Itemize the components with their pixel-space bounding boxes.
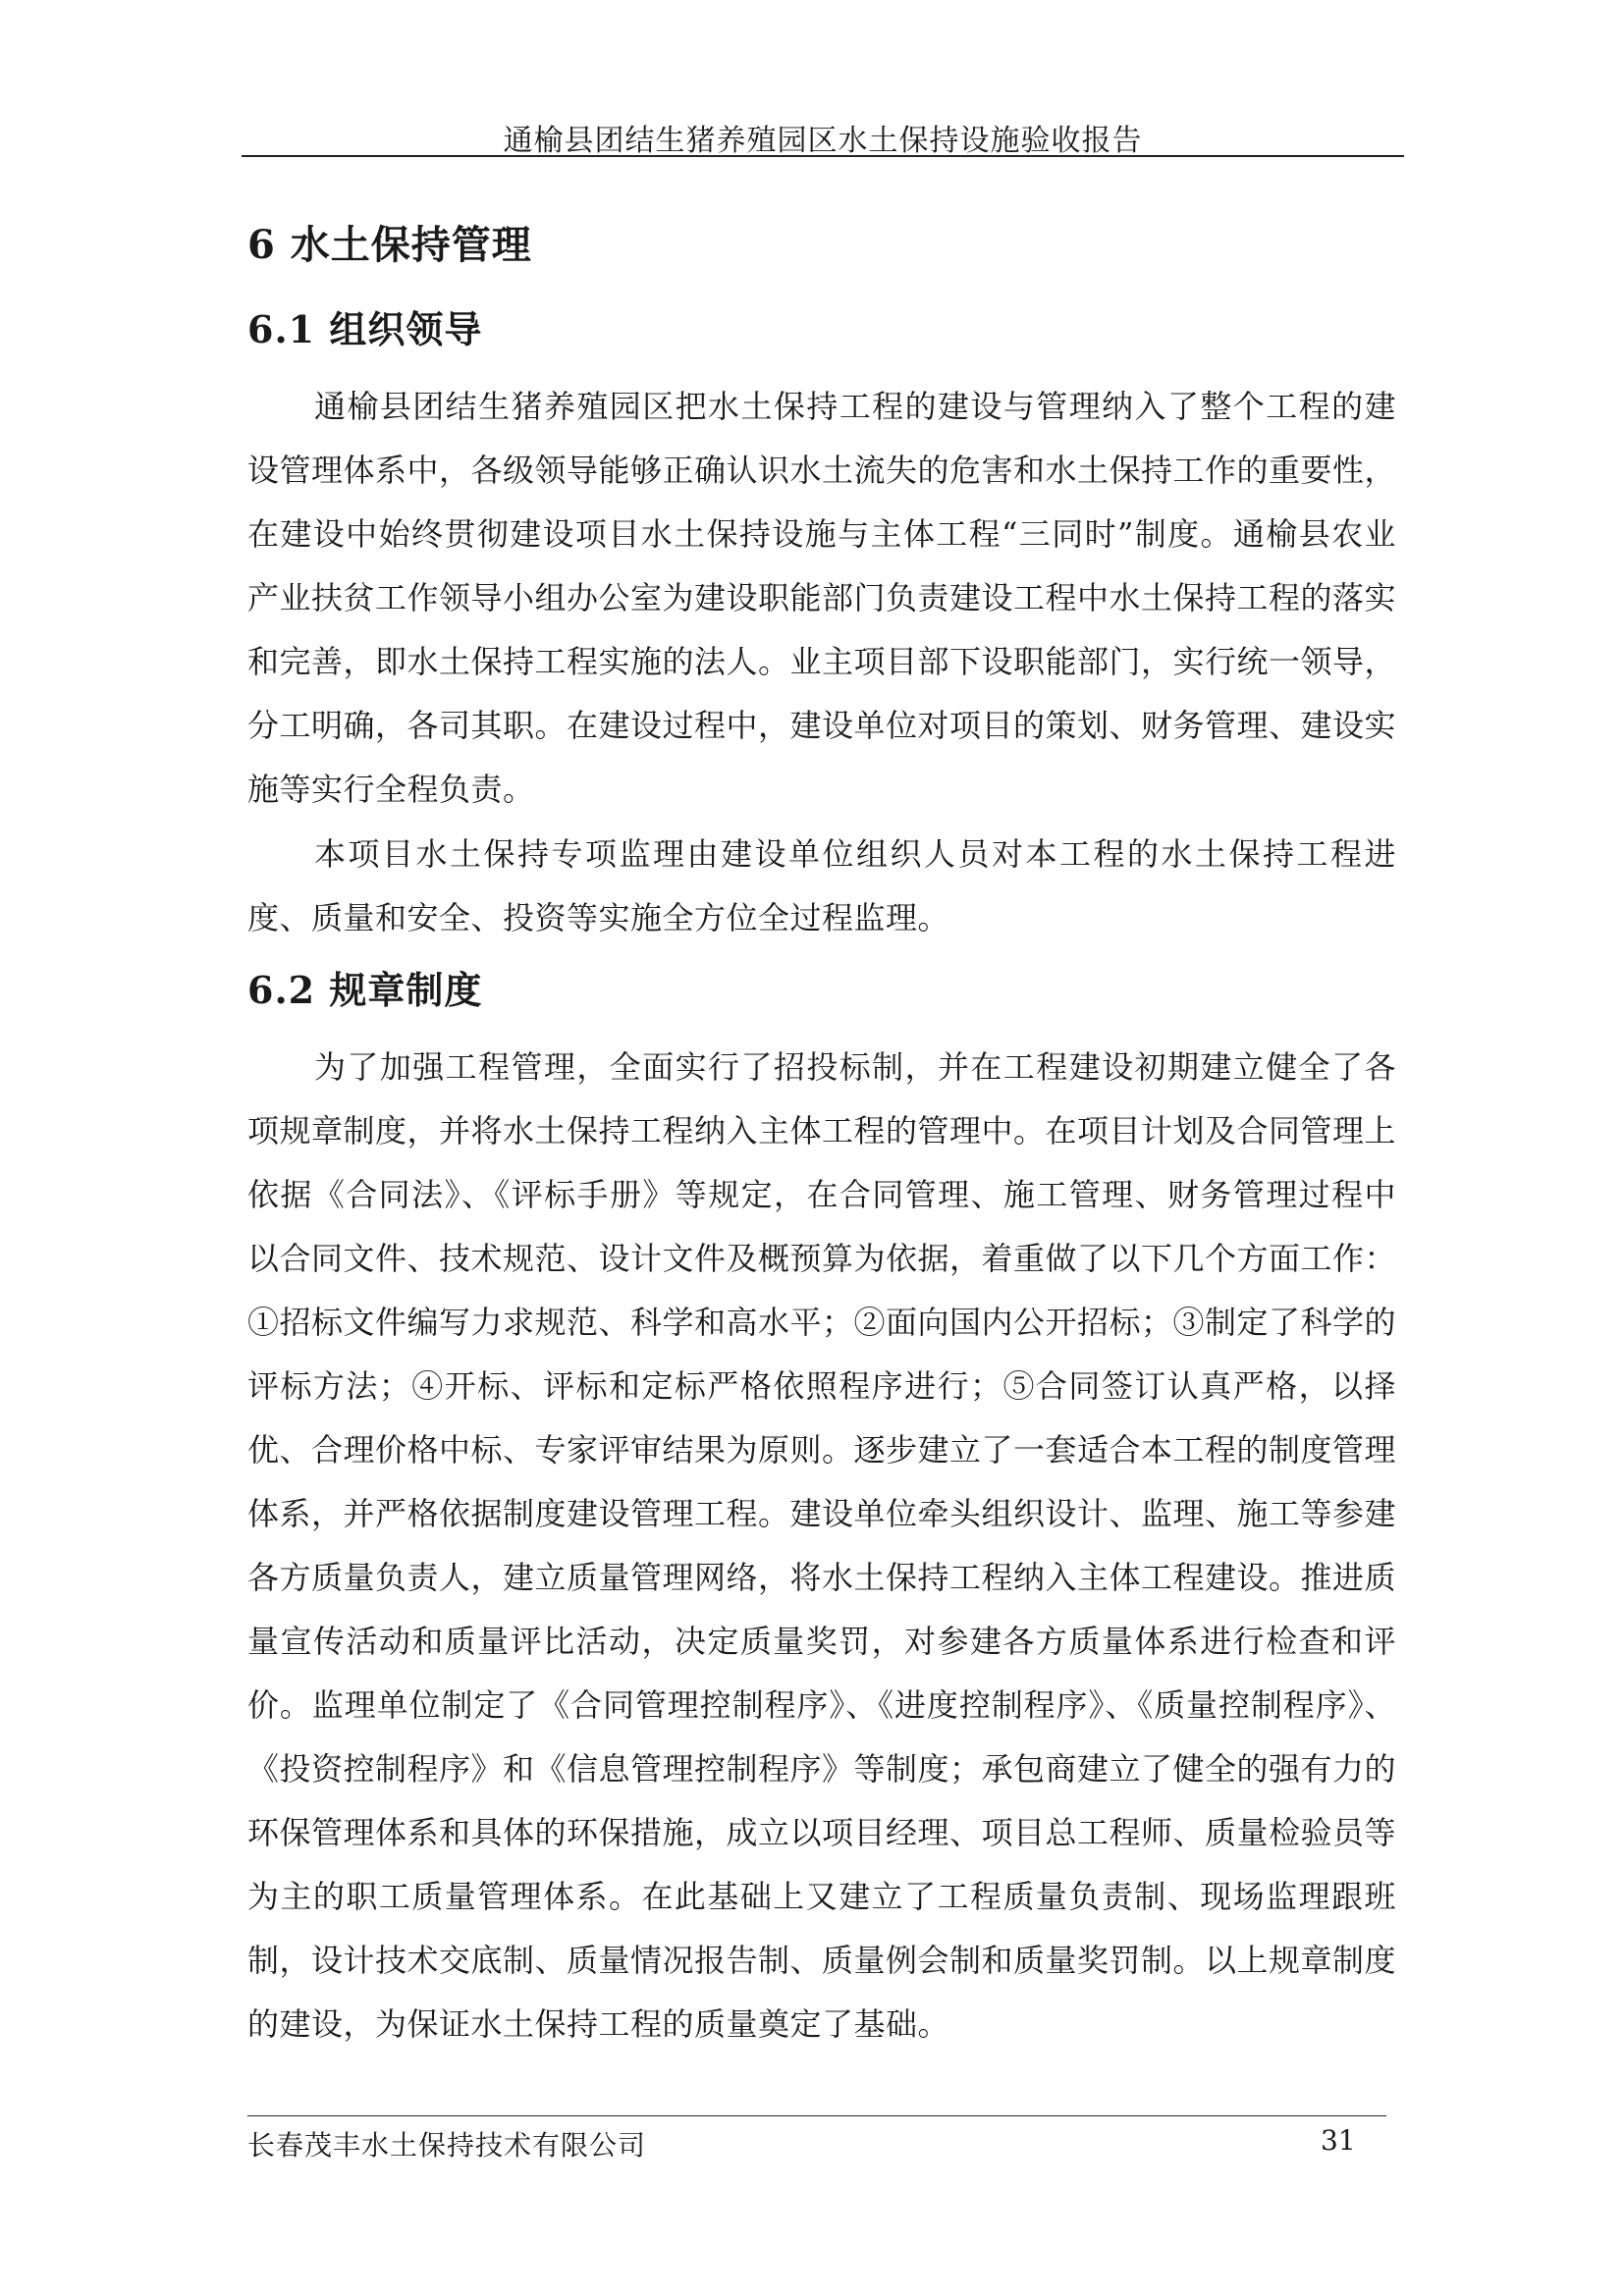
- paragraph-organization-leadership: 通榆县团结生猪养殖园区把水土保持工程的建设与管理纳入了整个工程的建设管理体系中，各级领导能够正确认识水土流失的危害和水土保持工作的重要性，在建设中始终贯彻建设项目水土保持设施与主体工程“三同时”制度。通榆县农业产业扶贫工作领导小组办公室为建设职能部门负责建设工程中水土保持工程的落实和完善，即水土保持工程实施的法人。业主项目部下设职能部门，实行统一领导，分工明确，各司其职。在建设过程中，建设单位对项目的策划、财务管理、建设实施等实行全程负责。: [247, 388, 1397, 808]
- section-heading-6-1: 6.1 组织领导: [247, 307, 483, 351]
- paragraph-supervision: 本项目水土保持专项监理由建设单位组织人员对本工程的水土保持工程进度、质量和安全、投资等实施全方位全过程监理。: [247, 835, 1396, 936]
- section-heading-6-2: 6.2 规章制度: [247, 968, 483, 1012]
- running-header-title: 通榆县团结生猪养殖园区水土保持设施验收报告: [503, 124, 1143, 158]
- page-number: 31: [1321, 2124, 1356, 2157]
- chapter-heading: 6 水土保持管理: [247, 222, 532, 268]
- header-divider: [242, 155, 1404, 157]
- footer-divider: [247, 2115, 1386, 2116]
- paragraph-rules-regulations: 为了加强工程管理，全面实行了招投标制，并在工程建设初期建立健全了各项规章制度，并将水土保持工程纳入主体工程的管理中。在项目计划及合同管理上依据《合同法》、《评标手册》等规定，在合同管理、施工管理、财务管理过程中以合同文件、技术规范、设计文件及概预算为依据，着重做了以下几个方面工作：①招标文件编写力求规范、科学和高水平；②面向国内公开招标；③制定了科学的评标方法；④开标、评标和定标严格依照程序进行；⑤合同签订认真严格，以择优、合理价格中标、专家评审结果为原则。逐步建立了一套适合本工程的制度管理体系，并严格依据制度建设管理工程。建设单位牵头组织设计、监理、施工等参建各方质量负责人，建立质量管理网络，将水土保持工程纳入主体工程建设。推进质量宣传活动和质量评比活动，决定质量奖罚，对参建各方质量体系进行检查和评价。监理单位制定了《合同管理控制程序》、《进度控制程序》、《质量控制程序》、《投资控制程序》和《信息管理控制程序》等制度；承包商建立了健全的强有力的环保管理体系和具体的环保措施，成立以项目经理、项目总工程师、质量检验员等为主的职工质量管理体系。在此基础上又建立了工程质量负责制、现场监理跟班制，设计技术交底制、质量情况报告制、质量例会制和质量奖罚制。以上规章制度的建设，为保证水土保持工程的质量奠定了基础。: [247, 1048, 1397, 2043]
- footer-company-name: 长春茂丰水土保持技术有限公司: [247, 2129, 647, 2162]
